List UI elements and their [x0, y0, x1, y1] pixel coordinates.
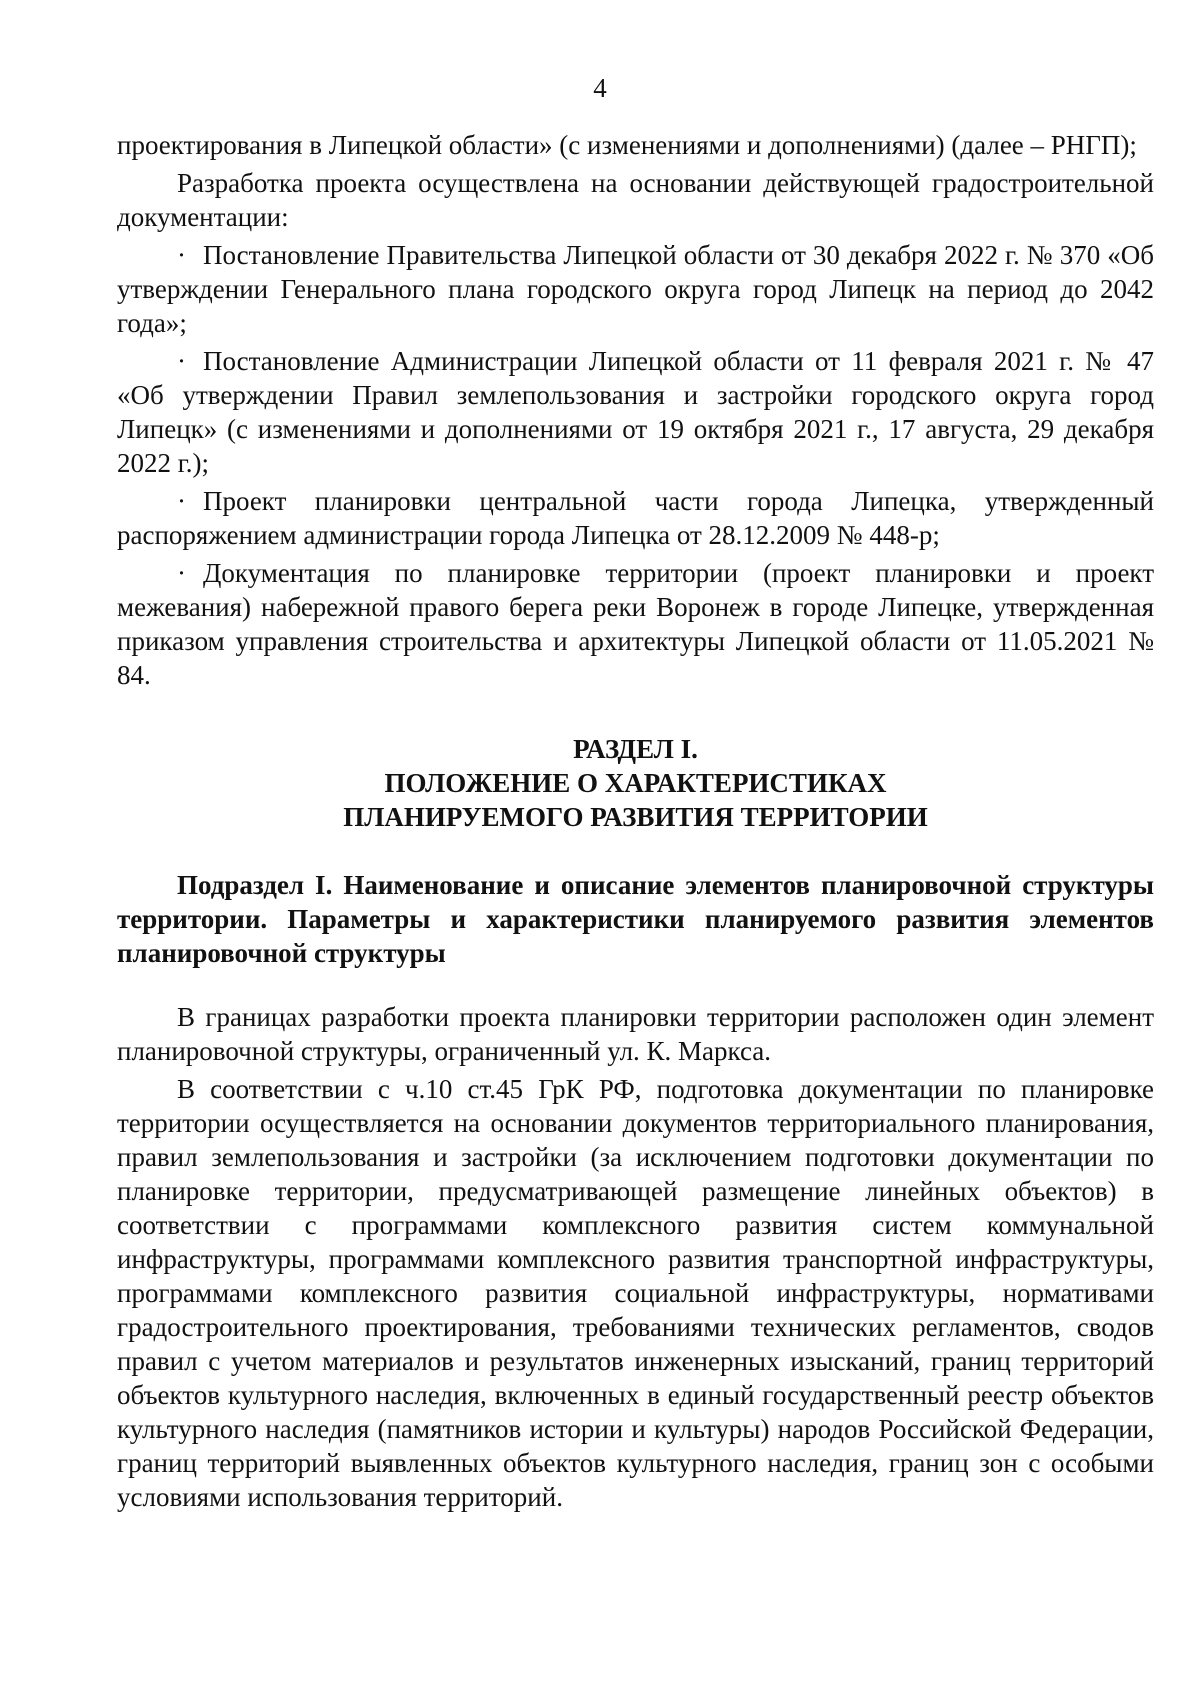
document-item-1 [117, 238, 1154, 340]
bullet-marker: · [177, 240, 186, 270]
subsection-title: Подраздел I. Наименование и описание элементов планировочной структуры территории. Параметры и характеристики планируемого развития элементов планировочной структуры [117, 870, 1154, 968]
section-number: РАЗДЕЛ I. [573, 734, 698, 764]
section-heading [117, 732, 1154, 834]
document-item-text: Документация по планировке территории (проект планировки и проект межевания) набережной правого берега реки Воронеж в городе Липецке, утвержденная приказом управления строительства и архитектуры Липецкой области от 11.05.2021 № 84. [117, 558, 1154, 690]
page-content [117, 128, 1154, 1518]
intro-continuation: проектирования в Липецкой области» (с изменениями и дополнениями) (далее – РНГП); [117, 130, 1137, 160]
document-item-text: Проект планировки центральной части города Липецка, утвержденный распоряжением администрации города Липецка от 28.12.2009 № 448-р; [117, 486, 1154, 550]
document-item-text: Постановление Администрации Липецкой области от 11 февраля 2021 г. № 47 «Об утверждении Правил землепользования и застройки городского округа город Липецк» (с изменениями и дополнениями от 19 октября 2021 г., 17 августа, 29 декабря 2022 г.); [117, 346, 1154, 478]
body-block [117, 1000, 1154, 1514]
section-title-line-2: ПЛАНИРУЕМОГО РАЗВИТИЯ ТЕРРИТОРИИ [343, 802, 928, 832]
bullet-marker: · [177, 346, 186, 376]
section-title-line-1: ПОЛОЖЕНИЕ О ХАРАКТЕРИСТИКАХ [384, 768, 887, 798]
body-paragraph-2: В соответствии с ч.10 ст.45 ГрК РФ, подготовка документации по планировке территории осуществляется на основании документов территориального планирования, правил землепользования и застройки (за исключением подготовки документации по планировке территории, предусматривающей размещение линейных объектов) в соответствии с программами комплексного развития систем коммунальной инфраструктуры, программами комплексного развития транспортной инфраструктуры, программами комплексного развития социальной инфраструктуры, нормативами градостроительного проектирования, требованиями технических регламентов, сводов правил с учетом материалов и результатов инженерных изысканий, границ территорий объектов культурного наследия, включенных в единый государственный реестр объектов культурного наследия (памятников истории и культуры) народов Российской Федерации, границ территорий выявленных объектов культурного наследия, границ зон с особыми условиями использования территорий. [117, 1074, 1154, 1512]
basis-paragraph: Разработка проекта осуществлена на основании действующей градостроительной документации: [117, 168, 1154, 232]
page-number: 4 [593, 73, 607, 103]
body-paragraph-1: В границах разработки проекта планировки территории расположен один элемент планировочной структуры, ограниченный ул. К. Маркса. [117, 1002, 1154, 1066]
bullet-marker: · [177, 486, 186, 516]
bullet-marker: · [177, 558, 186, 588]
document-item-text: Постановление Правительства Липецкой области от 30 декабря 2022 г. № 370 «Об утверждении Генерального плана городского округа город Липецк на период до 2042 года»; [117, 240, 1154, 338]
document-item-4 [117, 556, 1154, 692]
document-item-2 [117, 344, 1154, 480]
document-item-3 [117, 484, 1154, 552]
